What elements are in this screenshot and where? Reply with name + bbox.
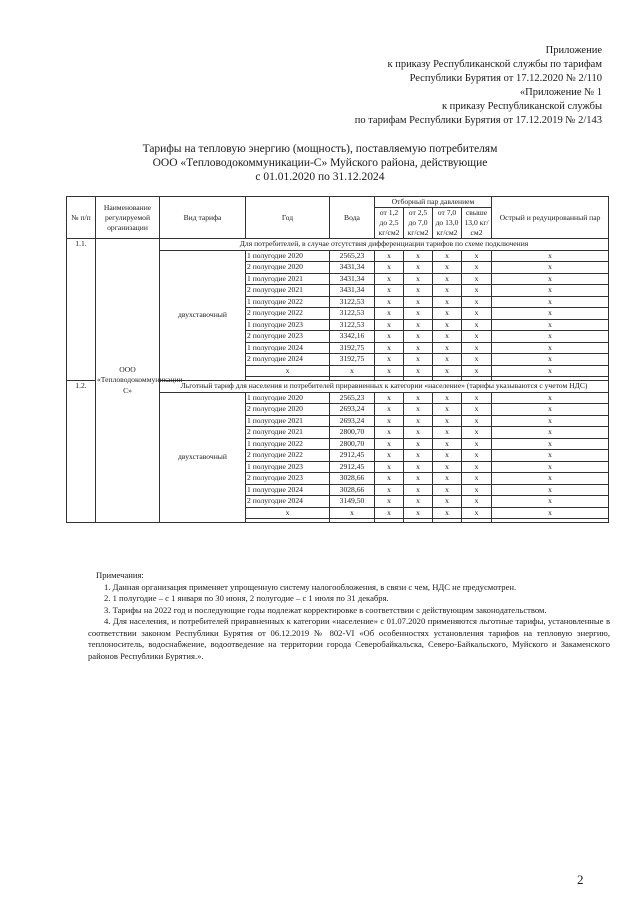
x-cell: x — [433, 392, 462, 404]
x-cell: x — [462, 427, 492, 439]
x-cell: x — [433, 354, 462, 366]
x-cell: x — [375, 319, 404, 331]
header-line: Приложение — [545, 45, 602, 56]
x-cell: x — [462, 354, 492, 366]
x-cell: x — [462, 438, 492, 450]
x-cell: x — [330, 507, 375, 519]
header-steam-col: свыше 13,0 кг/см2 — [462, 208, 492, 239]
organization-name: ООО «Тепловодокоммуникации-С» — [96, 239, 160, 523]
x-cell: x — [433, 262, 462, 274]
x-cell: x — [375, 484, 404, 496]
x-cell: x — [492, 296, 609, 308]
x-cell: x — [404, 484, 433, 496]
x-cell: x — [404, 415, 433, 427]
x-cell: x — [404, 404, 433, 416]
water-tariff-cell: 2693,24 — [330, 404, 375, 416]
x-cell: x — [492, 496, 609, 508]
title-line: Тарифы на тепловую энергию (мощность), поставляемую потребителям — [142, 143, 498, 155]
x-cell: x — [492, 438, 609, 450]
header-num: № п/п — [67, 197, 96, 239]
x-cell: x — [375, 496, 404, 508]
x-cell: x — [433, 308, 462, 320]
x-cell: x — [462, 296, 492, 308]
water-tariff-cell: 3028,66 — [330, 484, 375, 496]
x-cell: x — [375, 250, 404, 262]
x-cell: x — [433, 461, 462, 473]
water-tariff-cell: 2800,70 — [330, 427, 375, 439]
period-cell: 1 полугодие 2020 — [246, 392, 330, 404]
x-cell: x — [433, 473, 462, 485]
x-cell: x — [375, 285, 404, 297]
water-tariff-cell: 3431,34 — [330, 262, 375, 274]
section-caption: Для потребителей, в случае отсутствия дифференциации тарифов по схеме подключения — [160, 239, 609, 251]
x-cell: x — [492, 427, 609, 439]
period-cell: 2 полугодие 2021 — [246, 427, 330, 439]
x-cell: x — [492, 285, 609, 297]
water-tariff-cell: 2912,45 — [330, 450, 375, 462]
tariff-table — [66, 196, 609, 523]
x-cell: x — [433, 450, 462, 462]
note-item: 4. Для населения, и потребителей приравненных к категории «население» с 01.07.2020 применяются льготные тарифы, установленные в соответствии законом Республики Бурятия от 06.12.2019 № 802-VI «Об особенностях установления тарифов на тепловую энергию, теплоноситель, водоснабжение, водоотведение на территории города Северобайкальска, Северо-Байкальского, Муйского и Закаменского районов Республики Бурятия.». — [88, 616, 610, 661]
x-cell: x — [246, 507, 330, 519]
header-line: к приказу Республиканской службы по тарифам — [387, 59, 602, 70]
water-tariff-cell: 3431,34 — [330, 273, 375, 285]
x-cell: x — [462, 507, 492, 519]
section-caption: Льготный тариф для населения и потребителей приравненных к категории «население» (тарифы указываются с учетом НДС) — [160, 381, 609, 393]
x-cell: x — [492, 250, 609, 262]
header-org: Наименование регулируемой организации — [96, 197, 160, 239]
x-cell: x — [462, 331, 492, 343]
x-cell: x — [404, 427, 433, 439]
period-cell: 2 полугодие 2023 — [246, 473, 330, 485]
water-tariff-cell: 3431,34 — [330, 285, 375, 297]
header-line: «Приложение № 1 — [519, 87, 602, 98]
x-cell: x — [462, 415, 492, 427]
x-cell: x — [433, 427, 462, 439]
x-cell: x — [375, 404, 404, 416]
x-cell: x — [375, 342, 404, 354]
water-tariff-cell: 2565,23 — [330, 392, 375, 404]
empty-cell — [462, 519, 492, 523]
x-cell: x — [462, 392, 492, 404]
x-cell: x — [404, 354, 433, 366]
note-item: 1. Данная организация применяет упрощенную систему налогообложения, в связи с чем, НДС не предусмотрен. — [104, 581, 517, 592]
x-cell: x — [492, 331, 609, 343]
period-cell: 1 полугодие 2023 — [246, 319, 330, 331]
x-cell: x — [375, 427, 404, 439]
x-cell: x — [404, 273, 433, 285]
x-cell: x — [404, 262, 433, 274]
water-tariff-cell: 2565,23 — [330, 250, 375, 262]
x-cell: x — [492, 354, 609, 366]
x-cell: x — [404, 250, 433, 262]
section-number: 1.2. — [67, 381, 96, 523]
x-cell: x — [433, 484, 462, 496]
x-cell: x — [404, 308, 433, 320]
x-cell: x — [404, 296, 433, 308]
tariff-type: двухставочный — [160, 250, 246, 381]
x-cell: x — [433, 438, 462, 450]
period-cell: 2 полугодие 2022 — [246, 308, 330, 320]
header-year: Год — [246, 197, 330, 239]
empty-cell — [375, 519, 404, 523]
period-cell: 1 полугодие 2022 — [246, 438, 330, 450]
x-cell: x — [246, 365, 330, 377]
notes-block — [88, 570, 610, 662]
x-cell: x — [492, 404, 609, 416]
water-tariff-cell: 3192,75 — [330, 342, 375, 354]
header-water: Вода — [330, 197, 375, 239]
x-cell: x — [492, 342, 609, 354]
period-cell: 1 полугодие 2022 — [246, 296, 330, 308]
x-cell: x — [375, 438, 404, 450]
x-cell: x — [404, 496, 433, 508]
header-sharp-steam: Острый и редуцированный пар — [492, 197, 609, 239]
header-line: к приказу Республиканской службы — [441, 101, 602, 112]
empty-cell — [433, 519, 462, 523]
water-tariff-cell: 3192,75 — [330, 354, 375, 366]
x-cell: x — [433, 415, 462, 427]
document-title — [60, 142, 580, 184]
x-cell: x — [492, 308, 609, 320]
tariff-type: двухставочный — [160, 392, 246, 523]
x-cell: x — [375, 262, 404, 274]
x-cell: x — [375, 415, 404, 427]
x-cell: x — [375, 507, 404, 519]
x-cell: x — [462, 250, 492, 262]
x-cell: x — [462, 342, 492, 354]
page-number: 2 — [577, 872, 584, 887]
x-cell: x — [404, 331, 433, 343]
header-steam-col: от 7,0 до 13,0 кг/см2 — [433, 208, 462, 239]
title-line: с 01.01.2020 по 31.12.2024 — [255, 171, 385, 183]
x-cell: x — [375, 392, 404, 404]
table-body — [67, 239, 609, 523]
period-cell: 2 полугодие 2024 — [246, 496, 330, 508]
x-cell: x — [375, 273, 404, 285]
x-cell: x — [462, 473, 492, 485]
note-item: 3. Тарифы на 2022 год и последующие годы подлежат корректировке в соответствии с действующим законодательством. — [104, 604, 547, 615]
water-tariff-cell: 2693,24 — [330, 415, 375, 427]
x-cell: x — [462, 262, 492, 274]
x-cell: x — [492, 484, 609, 496]
x-cell: x — [492, 507, 609, 519]
x-cell: x — [433, 365, 462, 377]
x-cell: x — [433, 250, 462, 262]
x-cell: x — [433, 404, 462, 416]
title-line: ООО «Тепловодокоммуникации-С» Муйского района, действующие — [152, 157, 488, 169]
x-cell: x — [404, 342, 433, 354]
x-cell: x — [492, 273, 609, 285]
header-steam-col: от 2,5 до 7,0 кг/см2 — [404, 208, 433, 239]
x-cell: x — [462, 461, 492, 473]
x-cell: x — [375, 365, 404, 377]
empty-cell — [246, 519, 330, 523]
x-cell: x — [462, 484, 492, 496]
section-number: 1.1. — [67, 239, 96, 381]
header-steam-col: от 1,2 до 2,5 кг/см2 — [375, 208, 404, 239]
header-line: по тарифам Республики Бурятия от 17.12.2019 № 2/143 — [354, 115, 602, 126]
x-cell: x — [462, 308, 492, 320]
x-cell: x — [404, 473, 433, 485]
period-cell: 1 полугодие 2021 — [246, 273, 330, 285]
x-cell: x — [433, 273, 462, 285]
x-cell: x — [375, 296, 404, 308]
x-cell: x — [492, 415, 609, 427]
x-cell: x — [462, 319, 492, 331]
x-cell: x — [433, 496, 462, 508]
x-cell: x — [492, 262, 609, 274]
x-cell: x — [404, 319, 433, 331]
x-cell: x — [492, 365, 609, 377]
x-cell: x — [375, 461, 404, 473]
water-tariff-cell: 2912,45 — [330, 461, 375, 473]
water-tariff-cell: 3342,16 — [330, 331, 375, 343]
x-cell: x — [462, 365, 492, 377]
x-cell: x — [492, 392, 609, 404]
x-cell: x — [492, 319, 609, 331]
x-cell: x — [492, 461, 609, 473]
x-cell: x — [462, 273, 492, 285]
x-cell: x — [404, 285, 433, 297]
period-cell: 1 полугодие 2024 — [246, 484, 330, 496]
header-line: Республики Бурятия от 17.12.2020 № 2/110 — [409, 73, 602, 84]
section-row — [67, 239, 609, 251]
x-cell: x — [404, 392, 433, 404]
x-cell: x — [404, 450, 433, 462]
x-cell: x — [404, 461, 433, 473]
x-cell: x — [433, 296, 462, 308]
x-cell: x — [462, 496, 492, 508]
period-cell: 1 полугодие 2023 — [246, 461, 330, 473]
x-cell: x — [462, 450, 492, 462]
period-cell: 2 полугодие 2024 — [246, 354, 330, 366]
empty-cell — [404, 519, 433, 523]
x-cell: x — [404, 365, 433, 377]
water-tariff-cell: 3122,53 — [330, 308, 375, 320]
water-tariff-cell: 3122,53 — [330, 319, 375, 331]
x-cell: x — [330, 365, 375, 377]
x-cell: x — [375, 450, 404, 462]
water-tariff-cell: 3028,66 — [330, 473, 375, 485]
note-item: 2. 1 полугодие – с 1 января по 30 июня, 2 полугодие – с 1 июля по 31 декабря. — [104, 593, 389, 603]
x-cell: x — [404, 438, 433, 450]
header-block — [272, 44, 602, 128]
x-cell: x — [433, 507, 462, 519]
period-cell: 1 полугодие 2024 — [246, 342, 330, 354]
x-cell: x — [462, 404, 492, 416]
x-cell: x — [433, 342, 462, 354]
x-cell: x — [462, 285, 492, 297]
x-cell: x — [433, 319, 462, 331]
header-steam-group: Отборный пар давлением — [375, 197, 492, 208]
header-tariff-type: Вид тарифа — [160, 197, 246, 239]
x-cell: x — [492, 473, 609, 485]
x-cell: x — [492, 450, 609, 462]
water-tariff-cell: 3122,53 — [330, 296, 375, 308]
x-cell: x — [375, 354, 404, 366]
period-cell: 2 полугодие 2020 — [246, 262, 330, 274]
period-cell: 2 полугодие 2020 — [246, 404, 330, 416]
x-cell: x — [433, 285, 462, 297]
empty-cell — [492, 519, 609, 523]
x-cell: x — [375, 331, 404, 343]
x-cell: x — [433, 331, 462, 343]
period-cell: 2 полугодие 2021 — [246, 285, 330, 297]
period-cell: 1 полугодие 2020 — [246, 250, 330, 262]
period-cell: 2 полугодие 2022 — [246, 450, 330, 462]
period-cell: 1 полугодие 2021 — [246, 415, 330, 427]
x-cell: x — [404, 507, 433, 519]
x-cell: x — [375, 473, 404, 485]
period-cell: 2 полугодие 2023 — [246, 331, 330, 343]
empty-cell — [330, 519, 375, 523]
water-tariff-cell: 2800,70 — [330, 438, 375, 450]
water-tariff-cell: 3149,50 — [330, 496, 375, 508]
x-cell: x — [375, 308, 404, 320]
notes-title: Примечания: — [96, 570, 144, 580]
